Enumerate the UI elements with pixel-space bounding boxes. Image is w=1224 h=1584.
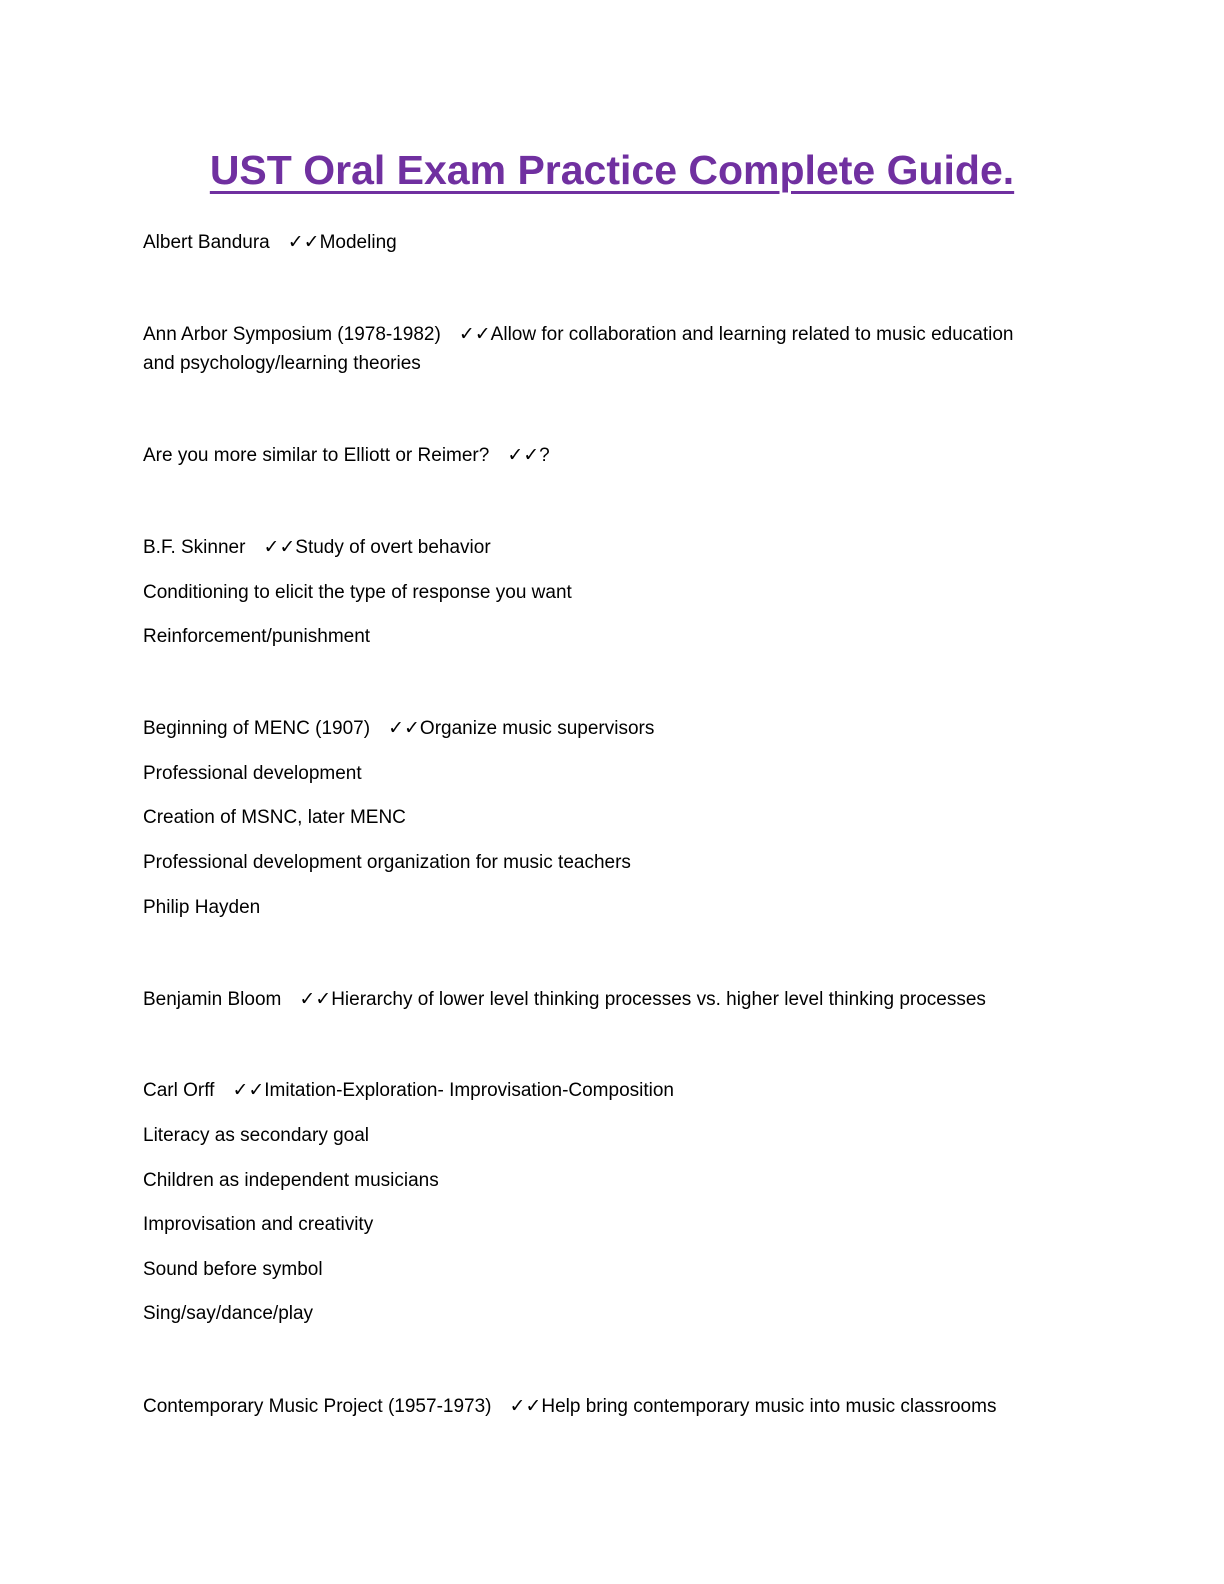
document-title: UST Oral Exam Practice Complete Guide. xyxy=(209,147,1015,193)
entry-detail-line: Conditioning to elicit the type of response you want xyxy=(143,582,572,603)
entry-answer: Hierarchy of lower level thinking processes vs. higher level thinking processes xyxy=(331,989,986,1010)
entry-term: Contemporary Music Project (1957-1973) xyxy=(143,1396,492,1417)
entry-term: Carl Orff xyxy=(143,1080,215,1101)
entry-carl-orff xyxy=(143,1076,674,1105)
entry-answer: Study of overt behavior xyxy=(295,537,491,558)
entry-detail-line: Improvisation and creativity xyxy=(143,1214,374,1235)
entry-detail-line: Creation of MSNC, later MENC xyxy=(143,807,406,828)
entry-answer: Help bring contemporary music into music classrooms xyxy=(541,1396,997,1417)
double-check-icon: ✓✓ xyxy=(232,1079,265,1101)
double-check-icon: ✓✓ xyxy=(388,717,420,739)
entry-answer-continued: and psychology/learning theories xyxy=(143,353,421,374)
entry-term: Albert Bandura xyxy=(143,232,270,253)
entry-bf-skinner xyxy=(143,533,491,562)
entry-albert-bandura xyxy=(143,228,397,257)
double-check-icon: ✓✓ xyxy=(263,536,296,558)
entry-ann-arbor-symposium xyxy=(143,320,1013,349)
entry-answer: ? xyxy=(539,445,550,466)
entry-answer: Modeling xyxy=(319,232,397,253)
entry-detail-line: Professional development xyxy=(143,763,362,784)
double-check-icon: ✓✓ xyxy=(509,1395,542,1417)
double-check-icon: ✓✓ xyxy=(299,988,332,1010)
entry-benjamin-bloom xyxy=(143,985,986,1014)
entry-answer: Allow for collaboration and learning related to music education xyxy=(490,324,1014,345)
entry-answer: Imitation-Exploration- Improvisation-Composition xyxy=(264,1080,674,1101)
entry-detail-line: Philip Hayden xyxy=(143,897,261,918)
entry-detail-line: Reinforcement/punishment xyxy=(143,626,371,647)
entry-detail-line: Professional development organization for music teachers xyxy=(143,852,631,873)
entry-term: B.F. Skinner xyxy=(143,537,246,558)
entry-answer: Organize music supervisors xyxy=(419,718,655,739)
double-check-icon: ✓✓ xyxy=(507,444,540,466)
entry-term: Benjamin Bloom xyxy=(143,989,282,1010)
entry-detail-line: Sound before symbol xyxy=(143,1259,323,1280)
double-check-icon: ✓✓ xyxy=(287,231,320,253)
entry-contemporary-music-project xyxy=(143,1392,996,1421)
entry-term: Ann Arbor Symposium (1978-1982) xyxy=(143,324,441,345)
entry-detail-line: Sing/say/dance/play xyxy=(143,1303,314,1324)
entry-beginning-of-menc xyxy=(143,714,654,743)
entry-term: Beginning of MENC (1907) xyxy=(143,718,371,739)
entry-elliott-or-reimer xyxy=(143,441,550,470)
double-check-icon: ✓✓ xyxy=(458,323,491,345)
entry-detail-line: Literacy as secondary goal xyxy=(143,1125,370,1146)
entry-detail-line: Children as independent musicians xyxy=(143,1170,439,1191)
entry-term: Are you more similar to Elliott or Reimer? xyxy=(143,445,490,466)
